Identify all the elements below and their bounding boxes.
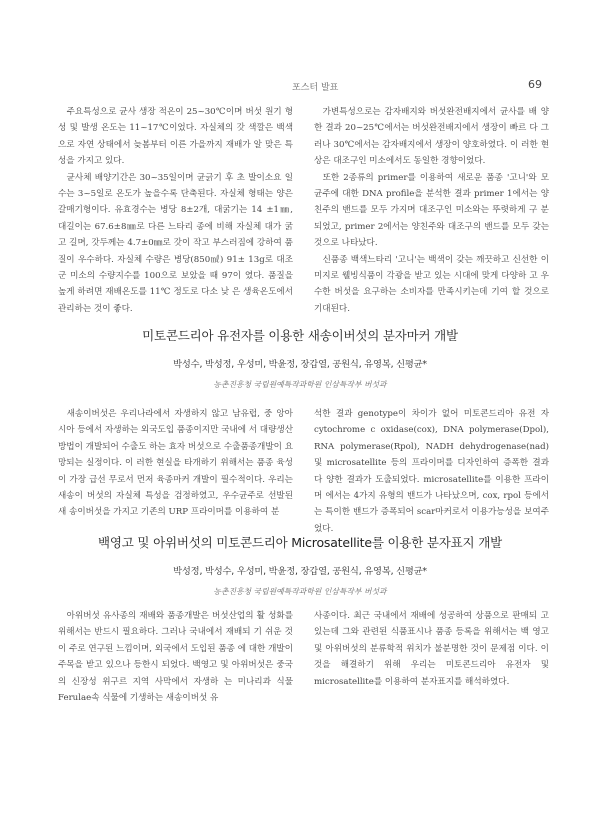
article3-left-column [58,608,293,706]
article2-affiliation: 농촌진흥청 국립원예특작과학원 인삼특작부 버섯과 [213,380,387,389]
article3-title: 백영고 및 아위버섯의 미토콘드리아 Microsatellite를 이용한 분자표지 개발 [98,535,502,550]
paragraph: 새송이버섯은 우리나라에서 자생하지 않고 남유럽, 중 앙아시아 등에서 자생하는 외국도입 품종이지만 국내에 서 대량생산 방법이 개발되어 수출도 하는 효자 버섯으로 수출품종개발이 요망되는 실정이다. 이 러한 현실을 타개하기 위해서는 품종 육성이 가장 급선 무로서 먼저 육종마커 개발이 필수적이다. 우리는 새송이 버섯의 자실체 특성을 검정하였고, 우수균주로 선발된 새 송이버섯을 가지고 기존의 URP 프라이머를 이용하여 분 [58,409,293,518]
paragraph: 주요특성으로 균사 생장 적온이 25~30℃이며 버섯 원기 형성 및 발생 온도는 11~17℃이었다. 자실체의 갓 색깔은 백색으로 자연 상태에서 늦봄부터 이른 가을까지 재배가 알 맞은 특성을 가지고 있다. [58,107,293,167]
article2-title: 미토콘드리아 유전자를 이용한 새송이버섯의 분자마커 개발 [142,328,458,343]
article3-right-column [314,608,549,690]
section1-left-column [58,104,293,317]
page-number: 69 [528,78,542,91]
article2-authors: 박성수, 박성정, 우성미, 박윤정, 장갑열, 공원식, 유영복, 신평균* [173,359,427,370]
paragraph: 또한 2종류의 primer를 이용하여 새로운 품종 '고니'와 모 균주에 대한 DNA profile을 분석한 결과 primer 1에서는 양 친주의 밴드를 모두 가지며 대조구인 미소와는 뚜렷하게 구 분되었고, primer 2에서는 양친주와 대조구의 밴드를 모두 갖는 것으로 나타났다. [314,172,549,249]
section1-right-column [314,104,549,317]
article2-right-column [314,406,549,537]
article2-left-column [58,406,293,521]
article3-authors: 박성정, 박성수, 우성미, 박윤정, 장갑열, 공원식, 유영복, 신평균* [173,566,427,577]
paragraph: 석한 결과 genotype이 차이가 없어 미토콘드리아 유전 자 cytochrome c oxidase(cox), DNA polymerase(Dpol), RNA polymerase(Rpol), NADH dehydrogenase(nad) 및 microsatellite 등의 프라이머를 디자인하여 증폭한 결과 다 양한 결과가 도출되었다. microsatellite를 이용한 프라이머 에서는 4가지 유형의 밴드가 나타났으며, cox, rpol 등에서는 특이한 밴드가 증폭되어 scar마커로서 이용가능성을 보여주 었다. [314,409,549,534]
paragraph: 균사체 배양기간은 30~35일이며 균긁기 후 초 발이소요 일수는 3~5일로 온도가 높을수록 단축된다. 자실체 형태는 양은 갈매기형이다. 유효경수는 병당 8±2개, 대굵기는 14 ±1㎜, 대길이는 67.6±8㎜로 다른 느타리 종에 비해 자실체 대가 굵고 길며, 갓두께는 4.7±0㎜로 갓이 작고 부스러짐에 강하여 품질이 우수하다. 자실체 수량은 병당(850㎖) 91± 13g로 대조군 미소의 수량지수를 100으로 보았을 때 97이 였다. 품질을 높게 하려면 재배온도를 11℃ 정도로 다소 낮 은 생육온도에서 관리하는 것이 좋다. [58,172,293,314]
paragraph: 아위버섯 유사종의 재배와 품종개발은 버섯산업의 활 성화를 위해서는 반드시 필요하다. 그러나 국내에서 재배되 기 쉬운 것이 주로 연구된 느낌이며, 외국에서 도입된 품종 에 대한 개발이 주목을 받고 있으나 등한시 되었다. 백영고 및 아위버섯은 중국의 신장성 위구르 지역 사막에서 자생하 는 미나리과 식물 Ferulae속 식물에 기생하는 새송이버섯 유 [58,611,293,704]
article3-affiliation: 농촌진흥청 국립원예특작과학원 인삼특작부 버섯과 [213,587,387,596]
paragraph: 신품종 백색느타리 '고니'는 백색이 갖는 깨끗하고 신선한 이미지로 웰빙식품이 각광을 받고 있는 시대에 맞게 다양하 고 우수한 버섯을 요구하는 소비자를 만족시키는데 기여 할 것으로 기대된다. [314,254,549,314]
paragraph: 가변특성으로는 감자배지와 버섯완전배지에서 균사를 배 양한 결과 20~25℃에서는 버섯완전배지에서 생장이 빠르 다 그러나 30℃에서는 감자배지에서 생장이 양호하였다. 이 러한 현상은 대조구인 미소에서도 동일한 경향이었다. [314,107,549,167]
paragraph: 사종이다. 최근 국내에서 재배에 성공하여 상품으로 판매되 고 있는데 그와 관련된 식품표시나 품종 등록을 위해서는 백 영고 및 아위버섯의 분류학적 위치가 불분명한 것이 문제점 이다. 이것을 해결하기 위해 우리는 미토콘드리아 유전자 및 microsatellite를 이용하여 분자표지를 해석하였다. [314,611,549,687]
running-header: 포스터 발표 [292,83,339,93]
